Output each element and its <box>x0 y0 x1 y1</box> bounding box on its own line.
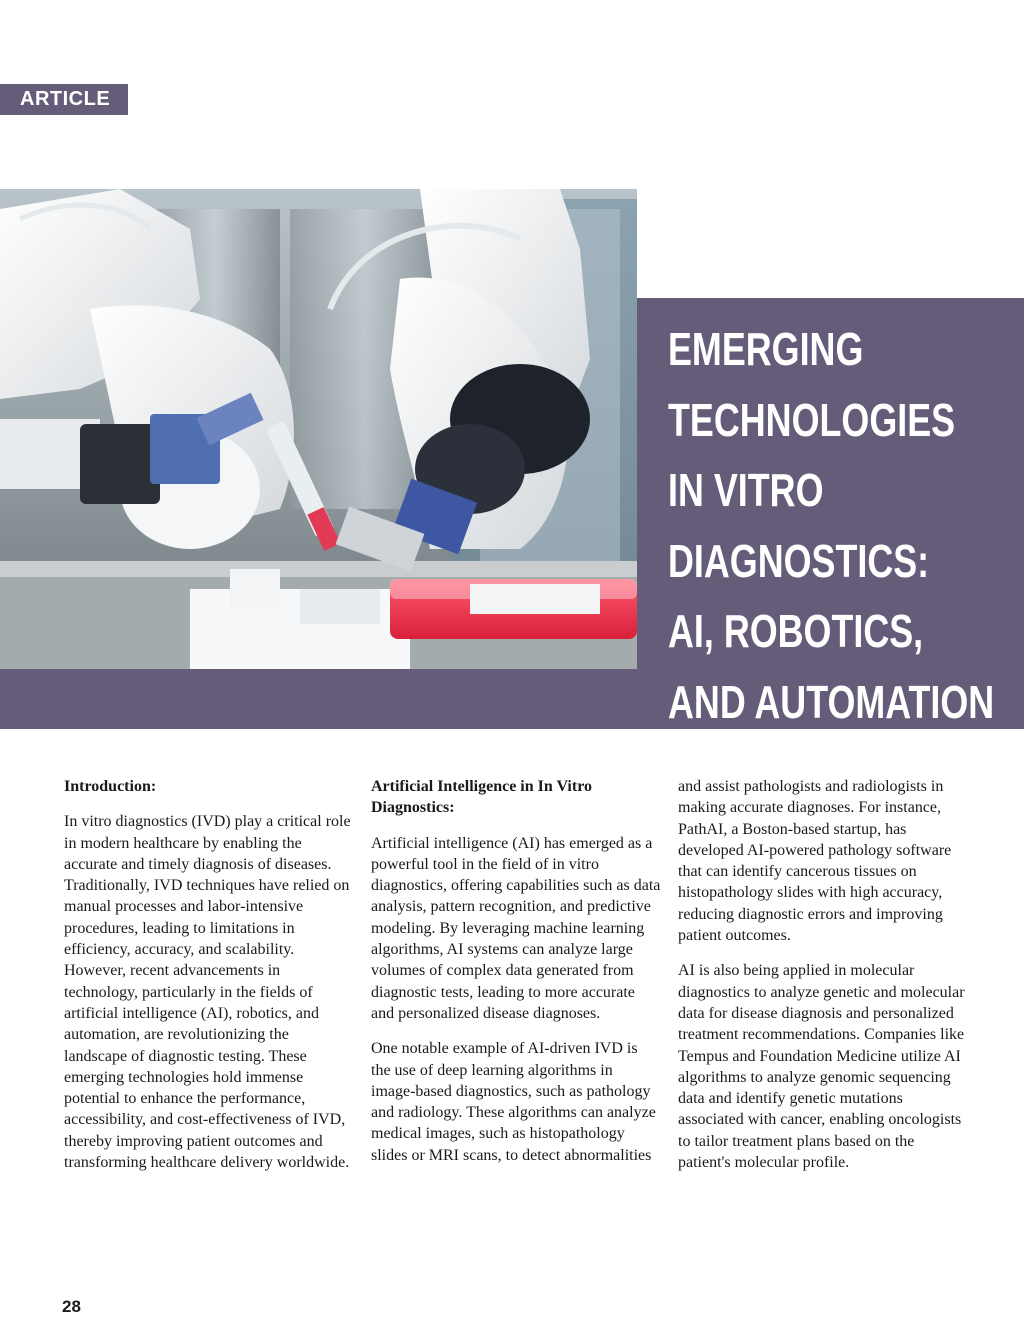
column-1 <box>64 776 354 1187</box>
title-line: IN VITRO <box>668 464 824 516</box>
paragraph: Artificial intelligence (AI) has emerged as a powerful tool in the field of in vitro diagnostics, offering capabilities such as data analysis, pattern recognition, and predictive modeling. By leveraging machine learning algorithms, AI systems can analyze large volumes of complex data generated from diagnostic tests, leading to more accurate and personalized disease diagnoses. <box>371 834 661 1022</box>
title-line: DIAGNOSTICS: <box>668 534 930 587</box>
title-line: TECHNOLOGIES <box>668 393 956 446</box>
page-number: 28 <box>62 1297 81 1316</box>
section-heading-introduction: Introduction: <box>64 778 157 795</box>
title-line: AND AUTOMATION <box>668 675 995 728</box>
hero-image <box>0 189 637 669</box>
title-line: AI, ROBOTICS, <box>668 605 924 657</box>
title-line: EMERGING <box>668 323 864 375</box>
paragraph: AI is also being applied in molecular diagnostics to analyze genetic and molecular data for disease diagnosis and personalized treatment recommendations. Companies like Tempus and Foundation Medicine utilize AI algorithms to analyze genomic sequencing data and identify genetic mutations associated with cancer, enabling oncologists to tailor treatment plans based on the patient's molecular profile. <box>678 962 965 1172</box>
article-title <box>668 314 995 737</box>
column-2 <box>371 776 661 1180</box>
column-3 <box>678 776 968 1187</box>
section-tag: ARTICLE <box>0 84 128 115</box>
paragraph: One notable example of AI-driven IVD is the use of deep learning algorithms in image-based diagnostics, such as pathology and radiology. These algorithms can analyze medical images, such as histopathology slides or MRI scans, to detect abnormalities <box>371 1040 656 1164</box>
paragraph: In vitro diagnostics (IVD) play a critical role in modern healthcare by enabling the accurate and timely diagnosis of diseases. Traditionally, IVD techniques have relied on manual processes and labor-intensive procedures, leading to limitations in efficiency, accuracy, and scalability. However, recent advancements in technology, particularly in the fields of artificial intelligence (AI), robotics, and automation, are revolutionizing the landscape of diagnostic testing. These emerging technologies hold immense potential to enhance the performance, accessibility, and cost-effectiveness of IVD, thereby improving patient outcomes and transforming healthcare delivery worldwide. <box>64 813 351 1172</box>
lab-robot-illustration <box>0 189 637 669</box>
paragraph: and assist pathologists and radiologists in making accurate diagnoses. For instance, PathAI, a Boston-based startup, has developed AI-powered pathology software that can identify cancerous tissues on histopathology slides with high accuracy, reducing diagnostic errors and improving patient outcomes. <box>678 778 952 945</box>
section-heading-ai-in-ivd: Artificial Intelligence in In Vitro Diagnostics: <box>371 778 593 817</box>
